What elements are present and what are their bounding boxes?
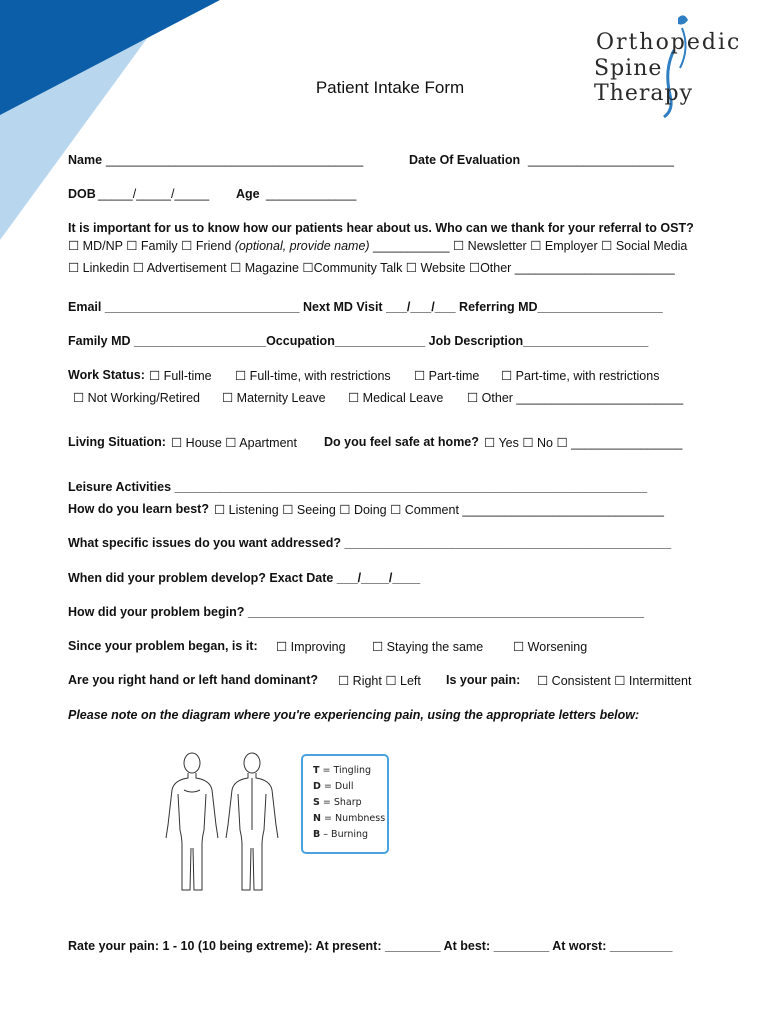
rate-pain-row[interactable]: Rate your pain: 1 - 10 (10 being extreme): At present: ________ At best: ________ At worst: _________ — [68, 939, 673, 953]
referral-optional-note: (optional, provide name) — [234, 239, 370, 253]
safe-at-home-options[interactable]: ☐ Yes ☐ No ☐ ________________ — [484, 436, 683, 450]
living-situation-label: Living Situation: — [68, 435, 166, 449]
age-field[interactable]: _____________ — [266, 187, 357, 201]
living-options[interactable]: ☐ House ☐ Apartment — [171, 436, 297, 450]
legend-item: N = Numbness — [313, 813, 386, 824]
legend-item: D = Dull — [313, 781, 354, 792]
body-diagram[interactable] — [160, 750, 290, 895]
company-logo — [590, 10, 760, 120]
begin-row[interactable]: How did your problem begin? _________________________________________________________ — [68, 605, 645, 619]
logo-line2: Spine Therapy — [594, 56, 694, 106]
work-parttime-restrictions-checkbox[interactable]: ☐ Part-time, with restrictions — [501, 369, 660, 383]
family-md-row[interactable]: Family MD ___________________Occupation_____________ Job Description__________________ — [68, 334, 649, 348]
date-of-evaluation-field[interactable]: _____________________ — [528, 153, 674, 167]
learn-options[interactable]: ☐ Listening ☐ Seeing ☐ Doing ☐ Comment _____________________________ — [214, 503, 665, 517]
dob-field[interactable]: _____/_____/_____ — [98, 187, 210, 201]
legend-item: T = Tingling — [313, 765, 372, 776]
legend-item: B – Burning — [313, 829, 369, 840]
work-not-working-checkbox[interactable]: ☐ Not Working/Retired — [73, 391, 200, 405]
age-label: Age — [236, 187, 260, 201]
logo-line1: Orthopedic — [596, 30, 742, 55]
work-maternity-checkbox[interactable]: ☐ Maternity Leave — [222, 391, 326, 405]
name-field[interactable]: _____________________________________ — [106, 153, 364, 167]
legend-item: S = Sharp — [313, 797, 362, 808]
hand-label: Are you right hand or left hand dominant? — [68, 673, 318, 687]
since-worsening-checkbox[interactable]: ☐ Worsening — [513, 640, 588, 654]
work-parttime-checkbox[interactable]: ☐ Part-time — [414, 369, 480, 383]
referral-question: It is important for us to know how our patients hear about us. Who can we thank for your referral to OST? — [68, 221, 694, 235]
date-of-evaluation-label: Date Of Evaluation — [409, 153, 521, 167]
learn-label: How do you learn best? — [68, 502, 209, 516]
name-label: Name — [68, 153, 103, 167]
diagram-note: Please note on the diagram where you're experiencing pain, using the appropriate letters below: — [68, 708, 640, 722]
work-medical-leave-checkbox[interactable]: ☐ Medical Leave — [348, 391, 444, 405]
referral-line1-rest: ___________ ☐ Newsletter ☐ Employer ☐ Social Media — [373, 239, 688, 253]
referral-line1-start: ☐ MD/NP ☐ Family ☐ Friend — [68, 239, 232, 253]
pain-legend — [301, 754, 389, 854]
pain-type-label: Is your pain: — [446, 673, 521, 687]
page-title: Patient Intake Form — [315, 78, 465, 97]
leisure-row[interactable]: Leisure Activities ____________________________________________________________________ — [68, 480, 648, 494]
dob-label: DOB — [68, 187, 96, 201]
work-fulltime-restrictions-checkbox[interactable]: ☐ Full-time, with restrictions — [235, 369, 391, 383]
develop-row[interactable]: When did your problem develop? Exact Date ___/____/____ — [68, 571, 421, 585]
hand-options[interactable]: ☐ Right ☐ Left — [338, 674, 421, 688]
since-label: Since your problem began, is it: — [68, 639, 258, 653]
safe-at-home-label: Do you feel safe at home? — [324, 435, 479, 449]
since-staying-checkbox[interactable]: ☐ Staying the same — [372, 640, 484, 654]
referral-options-line2[interactable]: ☐ Linkedin ☐ Advertisement ☐ Magazine ☐Community Talk ☐ Website ☐Other _______________________ — [68, 261, 675, 275]
work-fulltime-checkbox[interactable]: ☐ Full-time — [149, 369, 212, 383]
work-other-checkbox[interactable]: ☐ Other ________________________ — [467, 391, 684, 405]
work-status-label: Work Status: — [68, 368, 145, 382]
referral-options-line1[interactable] — [68, 238, 687, 253]
since-improving-checkbox[interactable]: ☐ Improving — [276, 640, 346, 654]
email-row[interactable]: Email ____________________________ Next MD Visit ___/___/___ Referring MD__________________ — [68, 300, 663, 314]
corner-decoration — [0, 0, 230, 240]
issues-row[interactable]: What specific issues do you want addressed? _______________________________________________ — [68, 536, 672, 550]
pain-type-options[interactable]: ☐ Consistent ☐ Intermittent — [537, 674, 692, 688]
